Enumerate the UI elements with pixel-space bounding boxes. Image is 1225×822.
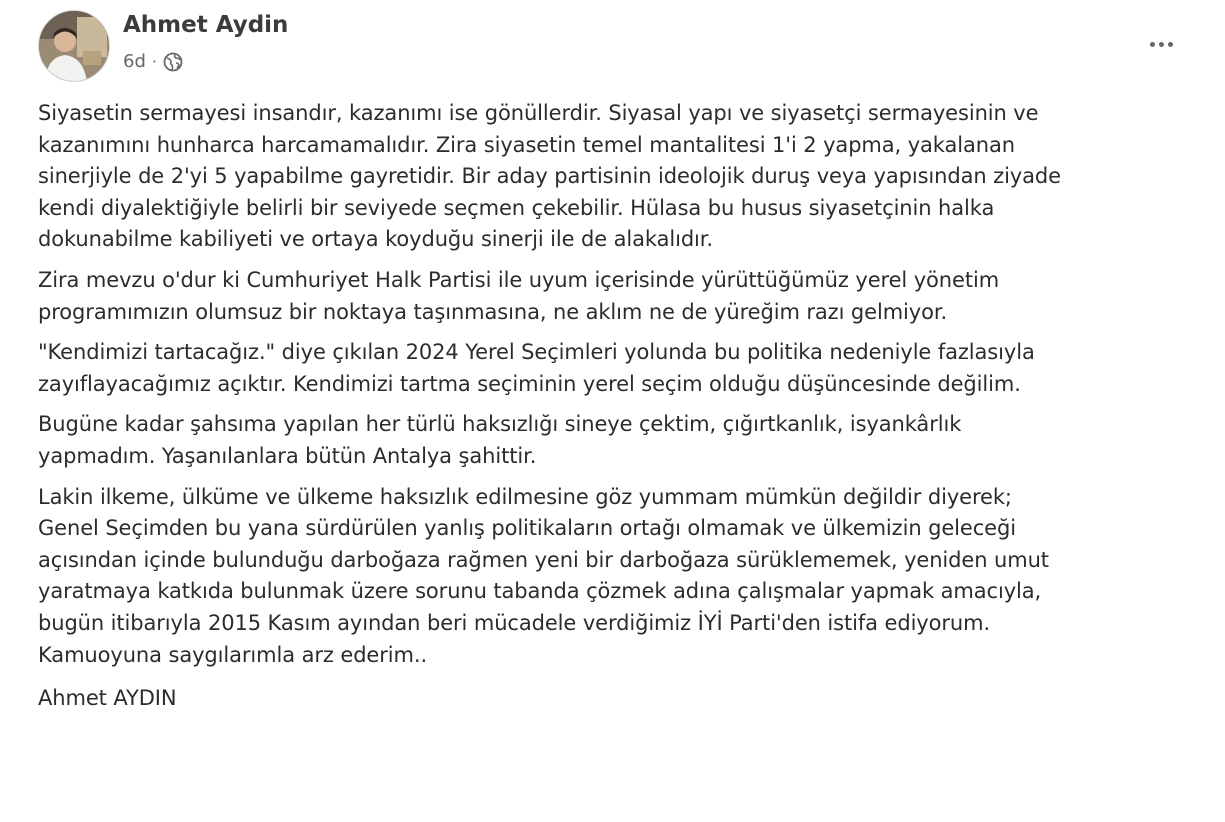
paragraph-line: sinerjiyle de 2'yi 5 yapabilme gayretidir. Bir aday partisinin ideolojik duruş veya yapısından ziyade xyxy=(38,164,1061,189)
paragraph-line: Siyasetin sermayesi insandır, kazanımı ise gönüllerdir. Siyasal yapı ve siyasetçi sermayesinin ve xyxy=(38,101,1039,125)
post-paragraph xyxy=(38,98,1198,256)
paragraph-line: kazanımını hunharca harcamamalıdır. Zira siyasetin temel mantalitesi 1'i 2 yapma, yakalanan xyxy=(38,132,1015,157)
more-options-button[interactable] xyxy=(1141,26,1181,56)
post-signature: Ahmet AYDIN xyxy=(38,686,177,711)
post-author-name[interactable]: Ahmet Aydin xyxy=(123,12,289,38)
paragraph-line: programımızın olumsuz bir noktaya taşınmasına, ne aklım ne de yüreğim razı gelmiyor. xyxy=(38,299,948,324)
avatar[interactable] xyxy=(38,10,110,82)
paragraph-line: Kamuoyuna saygılarımla arz ederim.. xyxy=(38,642,428,667)
paragraph-line: dokunabilme kabiliyeti ve ortaya koyduğu sinerji ile de alakalıdır. xyxy=(38,227,713,252)
post-paragraph xyxy=(38,265,1198,328)
profile-photo xyxy=(39,11,109,81)
more-options-icon xyxy=(1148,32,1175,51)
meta-separator: · xyxy=(151,52,157,71)
paragraph-line: Lakin ilkeme, ülküme ve ülkeme haksızlık edilmesine göz yummam mümkün değildir diyerek; xyxy=(38,484,1012,509)
paragraph-line: bugün itibarıyla 2015 Kasım ayından beri mücadele verdiğimiz İYİ Parti'den istifa ediyorum. xyxy=(38,610,991,635)
paragraph-line: açısından içinde bulunduğu darboğaza rağmen yeni bir darboğaza sürüklememek, yeniden umut xyxy=(38,547,1049,572)
paragraph-line: Genel Seçimden bu yana sürdürülen yanlış politikaların ortağı olmamak ve ülkemizin geleceği xyxy=(38,516,1016,541)
post-paragraph xyxy=(38,337,1198,400)
paragraph-line: Bugüne kadar şahsıma yapılan her türlü haksızlığı sineye çektim, çığırtkanlık, isyankârlık xyxy=(38,412,962,437)
paragraph-line: yaratmaya katkıda bulunmak üzere sorunu tabanda çözmek adına çalışmalar yapmak amacıyla, xyxy=(38,579,1042,604)
post-timestamp[interactable]: 6d xyxy=(123,51,146,72)
post-paragraph xyxy=(38,482,1198,672)
paragraph-line: "Kendimizi tartacağız." diye çıkılan 2024 Yerel Seçimleri yolunda bu politika nedeniyle fazlasıyla xyxy=(38,340,1035,365)
post-paragraph xyxy=(38,409,1198,472)
post-body xyxy=(38,98,1198,715)
paragraph-line: zayıflayacağımız açıktır. Kendimizi tartma seçiminin yerel seçim olduğu düşüncesinde değilim. xyxy=(38,371,1021,396)
post-meta xyxy=(123,51,183,72)
globe-icon[interactable] xyxy=(163,52,183,72)
paragraph-line: yapmadım. Yaşanılanlara bütün Antalya şahittir. xyxy=(38,443,537,468)
paragraph-line: kendi diyalektiğiyle belirli bir seviyede seçmen çekebilir. Hülasa bu husus siyasetçinin halka xyxy=(38,195,995,220)
paragraph-line: Zira mevzu o'dur ki Cumhuriyet Halk Partisi ile uyum içerisinde yürüttüğümüz yerel yönetim xyxy=(38,267,1000,292)
